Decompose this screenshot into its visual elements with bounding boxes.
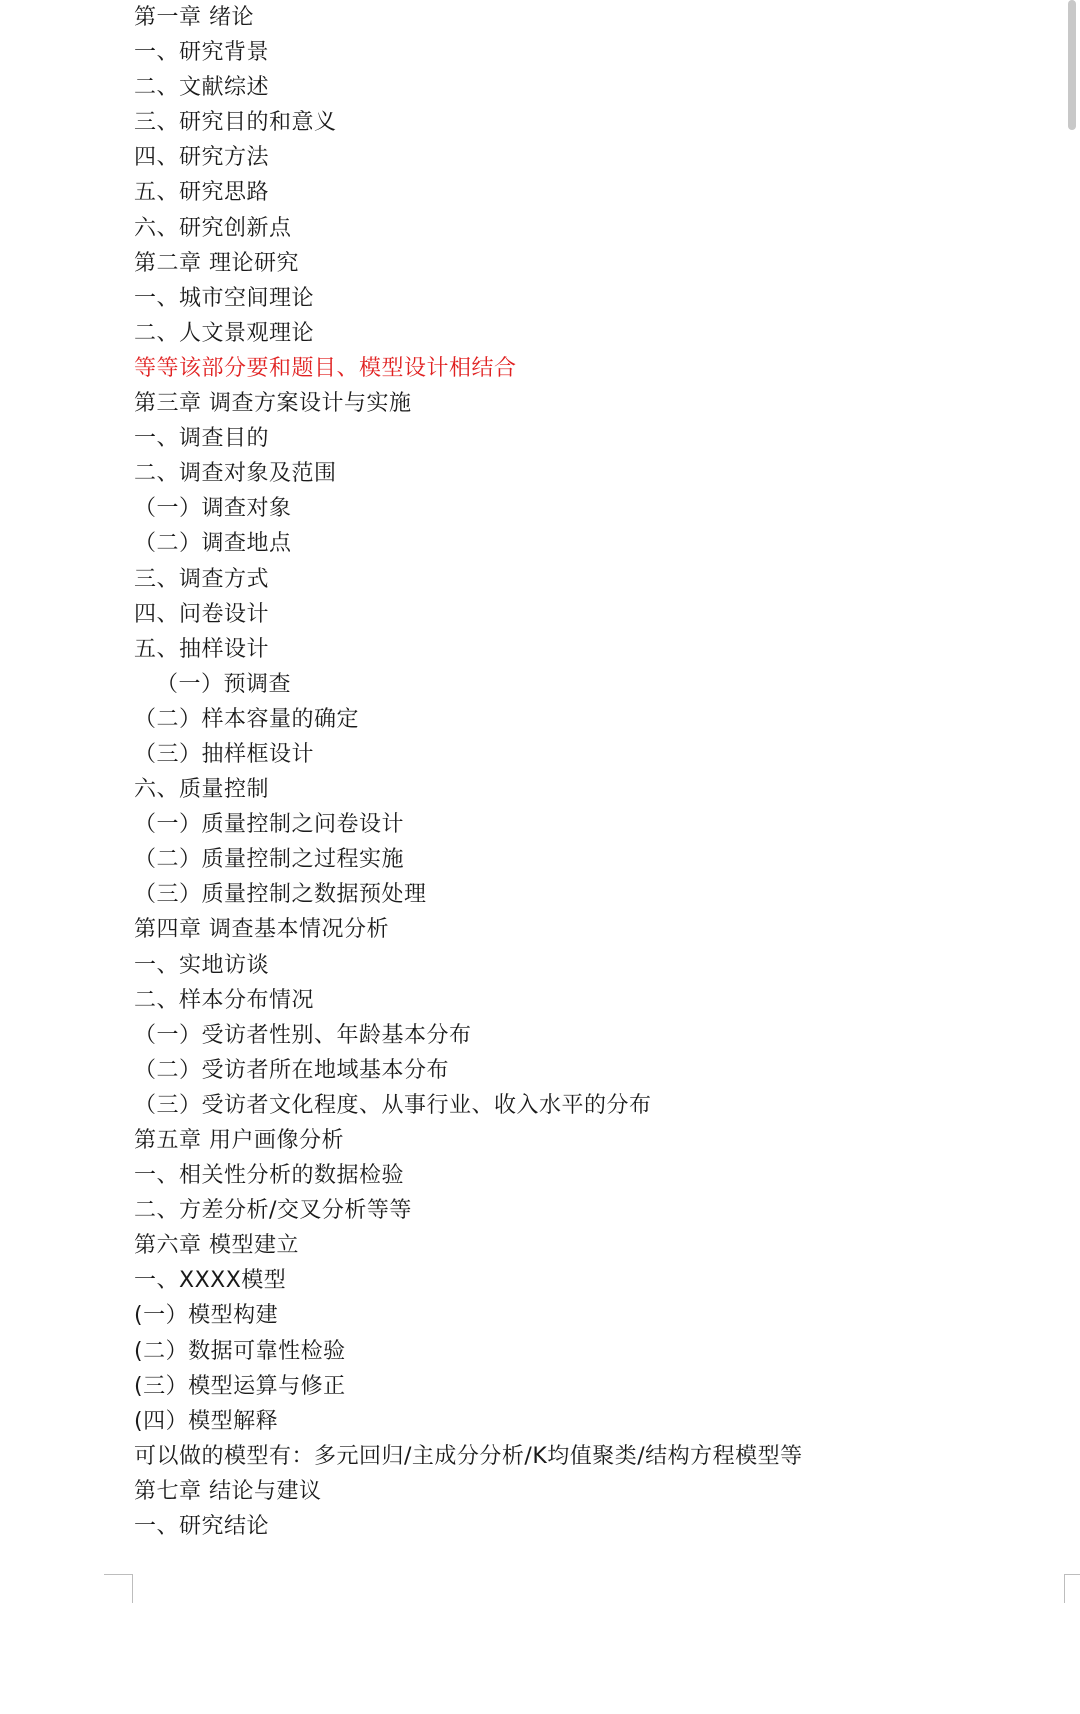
subsection-item: （三）质量控制之数据预处理 bbox=[134, 882, 427, 908]
chapter-heading: 第六章 模型建立 bbox=[134, 1233, 299, 1259]
model-note: 可以做的模型有：多元回归/主成分分析/K均值聚类/结构方程模型等 bbox=[134, 1443, 803, 1469]
section-item: 一、调查目的 bbox=[134, 426, 270, 452]
section-item: 二、人文景观理论 bbox=[134, 320, 315, 346]
page-corner-mark-right bbox=[1064, 1574, 1080, 1603]
section-item: 二、方差分析/交叉分析等等 bbox=[134, 1198, 412, 1224]
chapter-heading: 第一章 绪论 bbox=[134, 5, 254, 30]
section-item: 二、样本分布情况 bbox=[134, 987, 315, 1013]
page-corner-mark-left bbox=[104, 1574, 133, 1603]
subsection-item: (一）模型构建 bbox=[134, 1303, 279, 1329]
subsection-item: （一）受访者性别、年龄基本分布 bbox=[134, 1022, 472, 1048]
scrollbar[interactable] bbox=[1068, 0, 1076, 130]
section-item: 一、研究结论 bbox=[134, 1514, 270, 1540]
chapter-heading: 第三章 调查方案设计与实施 bbox=[134, 391, 412, 417]
section-item: 一、城市空间理论 bbox=[134, 285, 315, 311]
section-item: 一、实地访谈 bbox=[134, 952, 270, 978]
section-item: 六、研究创新点 bbox=[134, 215, 292, 241]
section-item: 一、研究背景 bbox=[134, 40, 270, 66]
highlighted-note: 等等该部分要和题目、模型设计相结合 bbox=[134, 355, 517, 381]
subsection-item: （二）样本容量的确定 bbox=[134, 706, 360, 732]
section-item: 四、研究方法 bbox=[134, 145, 270, 171]
subsection-item: （二）受访者所在地域基本分布 bbox=[134, 1057, 450, 1083]
section-item: 六、质量控制 bbox=[134, 777, 270, 803]
chapter-heading: 第五章 用户画像分析 bbox=[134, 1128, 344, 1153]
chapter-heading: 第七章 结论与建议 bbox=[134, 1478, 322, 1504]
section-item: 四、问卷设计 bbox=[134, 601, 270, 627]
section-item: 一、XXXX模型 bbox=[134, 1268, 287, 1294]
section-item: 二、调查对象及范围 bbox=[134, 461, 337, 487]
subsection-item: （一）质量控制之问卷设计 bbox=[134, 812, 405, 838]
section-item: 五、抽样设计 bbox=[134, 636, 270, 662]
chapter-heading: 第四章 调查基本情况分析 bbox=[134, 917, 389, 943]
outline-content bbox=[134, 0, 1034, 1544]
subsection-item: （一）预调查 bbox=[156, 671, 292, 697]
subsection-item: （一）调查对象 bbox=[134, 496, 292, 522]
subsection-item: （二）质量控制之过程实施 bbox=[134, 847, 405, 873]
section-item: 一、相关性分析的数据检验 bbox=[134, 1163, 405, 1189]
section-item: 三、调查方式 bbox=[134, 566, 270, 592]
chapter-heading: 第二章 理论研究 bbox=[134, 250, 299, 276]
section-item: 二、文献综述 bbox=[134, 75, 270, 101]
subsection-item: (三）模型运算与修正 bbox=[134, 1373, 346, 1399]
subsection-item: （三）抽样框设计 bbox=[134, 741, 315, 767]
subsection-item: (二）数据可靠性检验 bbox=[134, 1338, 346, 1364]
section-item: 三、研究目的和意义 bbox=[134, 110, 337, 136]
subsection-item: (四）模型解释 bbox=[134, 1408, 279, 1434]
subsection-item: （三）受访者文化程度、从事行业、收入水平的分布 bbox=[134, 1092, 652, 1118]
subsection-item: （二）调查地点 bbox=[134, 531, 292, 557]
section-item: 五、研究思路 bbox=[134, 180, 270, 206]
